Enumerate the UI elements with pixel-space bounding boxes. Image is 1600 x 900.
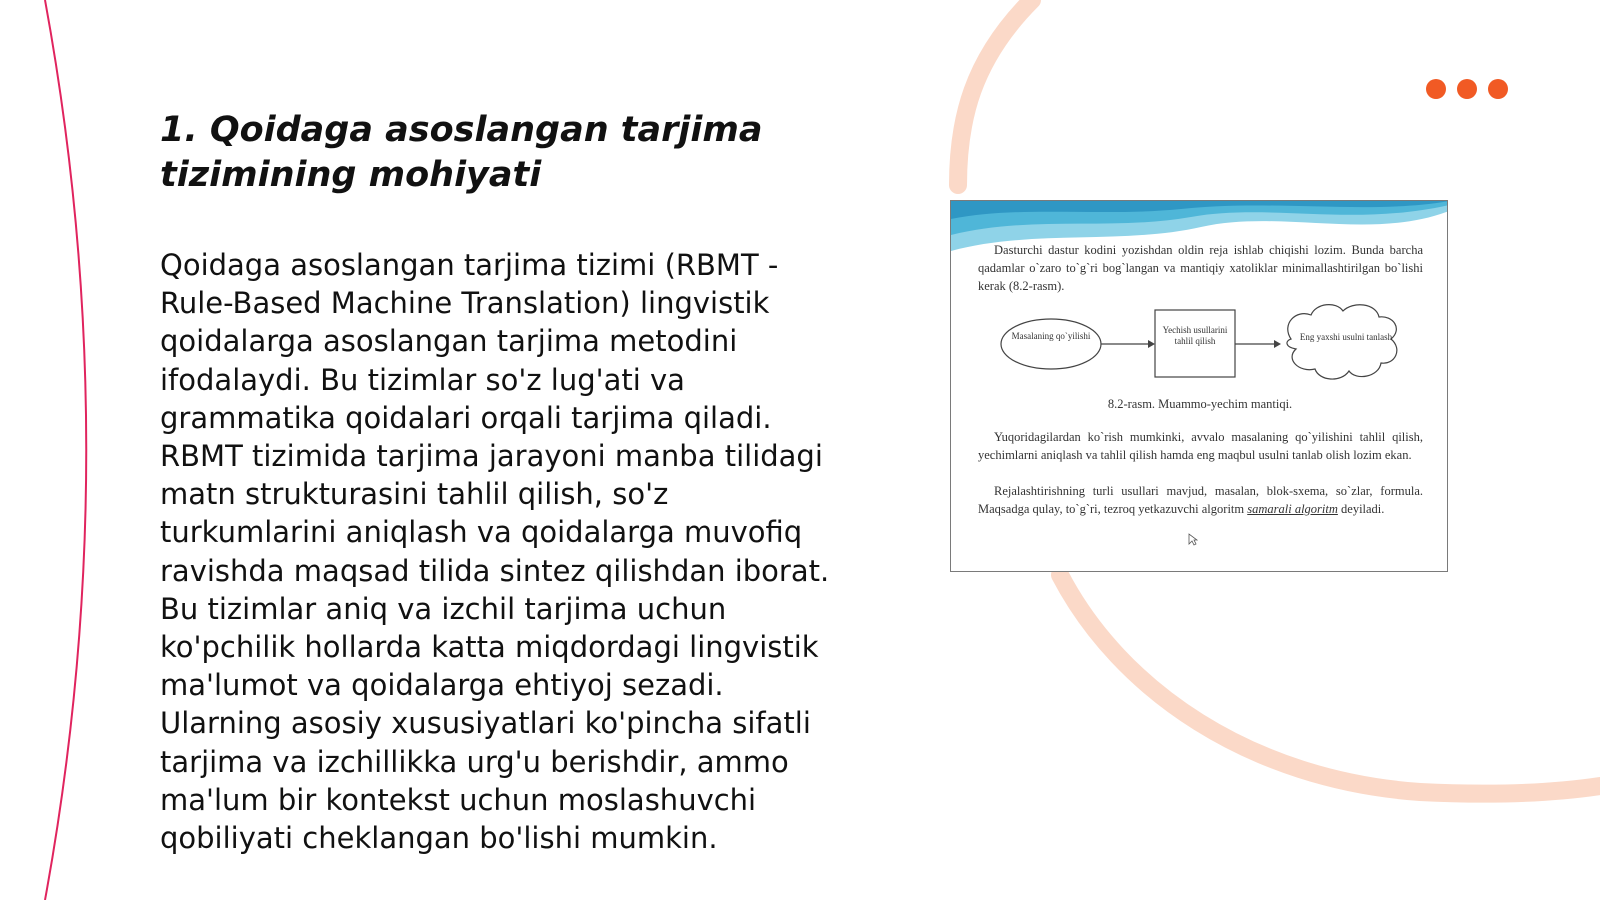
figure-paragraph-1: Dasturchi dastur kodini yozishdan oldin reja ishlab chiqishi lozim. Bunda barcha qadamlar o`zaro to`g`ri bog`langan va mantiqiy xatoliklar minimallashtirilgan bo`lishi kerak (8.2-rasm).	[978, 243, 1423, 293]
slide-title: 1. Qoidaga asoslangan tarjima tizimining mohiyati	[160, 110, 763, 195]
flow-diagram	[951, 299, 1448, 397]
node-ellipse	[1001, 319, 1101, 369]
peach-ring	[958, 0, 1032, 185]
dot-icon	[1457, 79, 1477, 99]
arrow-head	[1148, 340, 1155, 348]
node-label-1: Masalaning qo`yilishi	[1011, 331, 1091, 341]
peach-ring-lower	[1060, 575, 1600, 794]
figure-caption: 8.2-rasm. Muammo-yechim mantiqi.	[1107, 397, 1293, 411]
dot-icon	[1426, 79, 1446, 99]
node-label-2: Yechish usullarini tahlil qilish	[1162, 325, 1228, 346]
mouse-cursor-icon	[1188, 533, 1198, 547]
figure-paragraph-2: Yuqoridagilardan ko`rish mumkinki, avvalo masalaning qo`yilishini tahlil qilish, yechimlarni aniqlash va tahlil qilish hamda eng maqbul usulni tanlab olish lozim ekan.	[978, 430, 1423, 462]
figure-paragraph-3	[978, 482, 1423, 518]
decorative-dots	[1426, 79, 1508, 99]
arrow-head	[1274, 340, 1281, 348]
textbook-figure-image	[950, 200, 1448, 572]
dot-icon	[1488, 79, 1508, 99]
paragraph-3-italic: samarali algoritm	[1247, 502, 1338, 516]
paragraph-3-end: deyiladi.	[1337, 502, 1385, 516]
paragraph-3-start: Rejalashtirishning turli usullari mavjud, masalan, blok-sxema, so`zlar, formula. Maqsadga qulay, to`g`ri, tezroq yetkazuvchi algoritm	[978, 484, 1423, 516]
node-label-3: Eng yaxshi usulni tanlash	[1299, 332, 1393, 342]
left-arc-line	[45, 0, 86, 900]
body-paragraph: Qoidaga asoslangan tarjima tizimi (RBMT - Rule-Based Machine Translation) lingvistik qoidalarga asoslangan tarjima metodini ifodalaydi. Bu tizimlar so'z lug'ati va grammatika qoidalari orqali tarjima qiladi. RBMT tizimida tarjima jarayoni manba tilidagi matn strukturasini tahlil qilish, so'z turkumlarini aniqlash va qoidalarga muvofiq ravishda maqsad tilida sintez qilishdan iborat. Bu tizimlar aniq va izchil tarjima uchun ko'pchilik hollarda katta miqdordagi lingvistik ma'lumot va qoidalarga ehtiyoj sezadi. Ularning asosiy xususiyatlari ko'pincha sifatli tarjima va izchillikka urg'u berishdir, ammo ma'lum bir kontekst uchun moslashuvchi qobiliyati cheklangan bo'lishi mumkin.	[160, 248, 830, 856]
